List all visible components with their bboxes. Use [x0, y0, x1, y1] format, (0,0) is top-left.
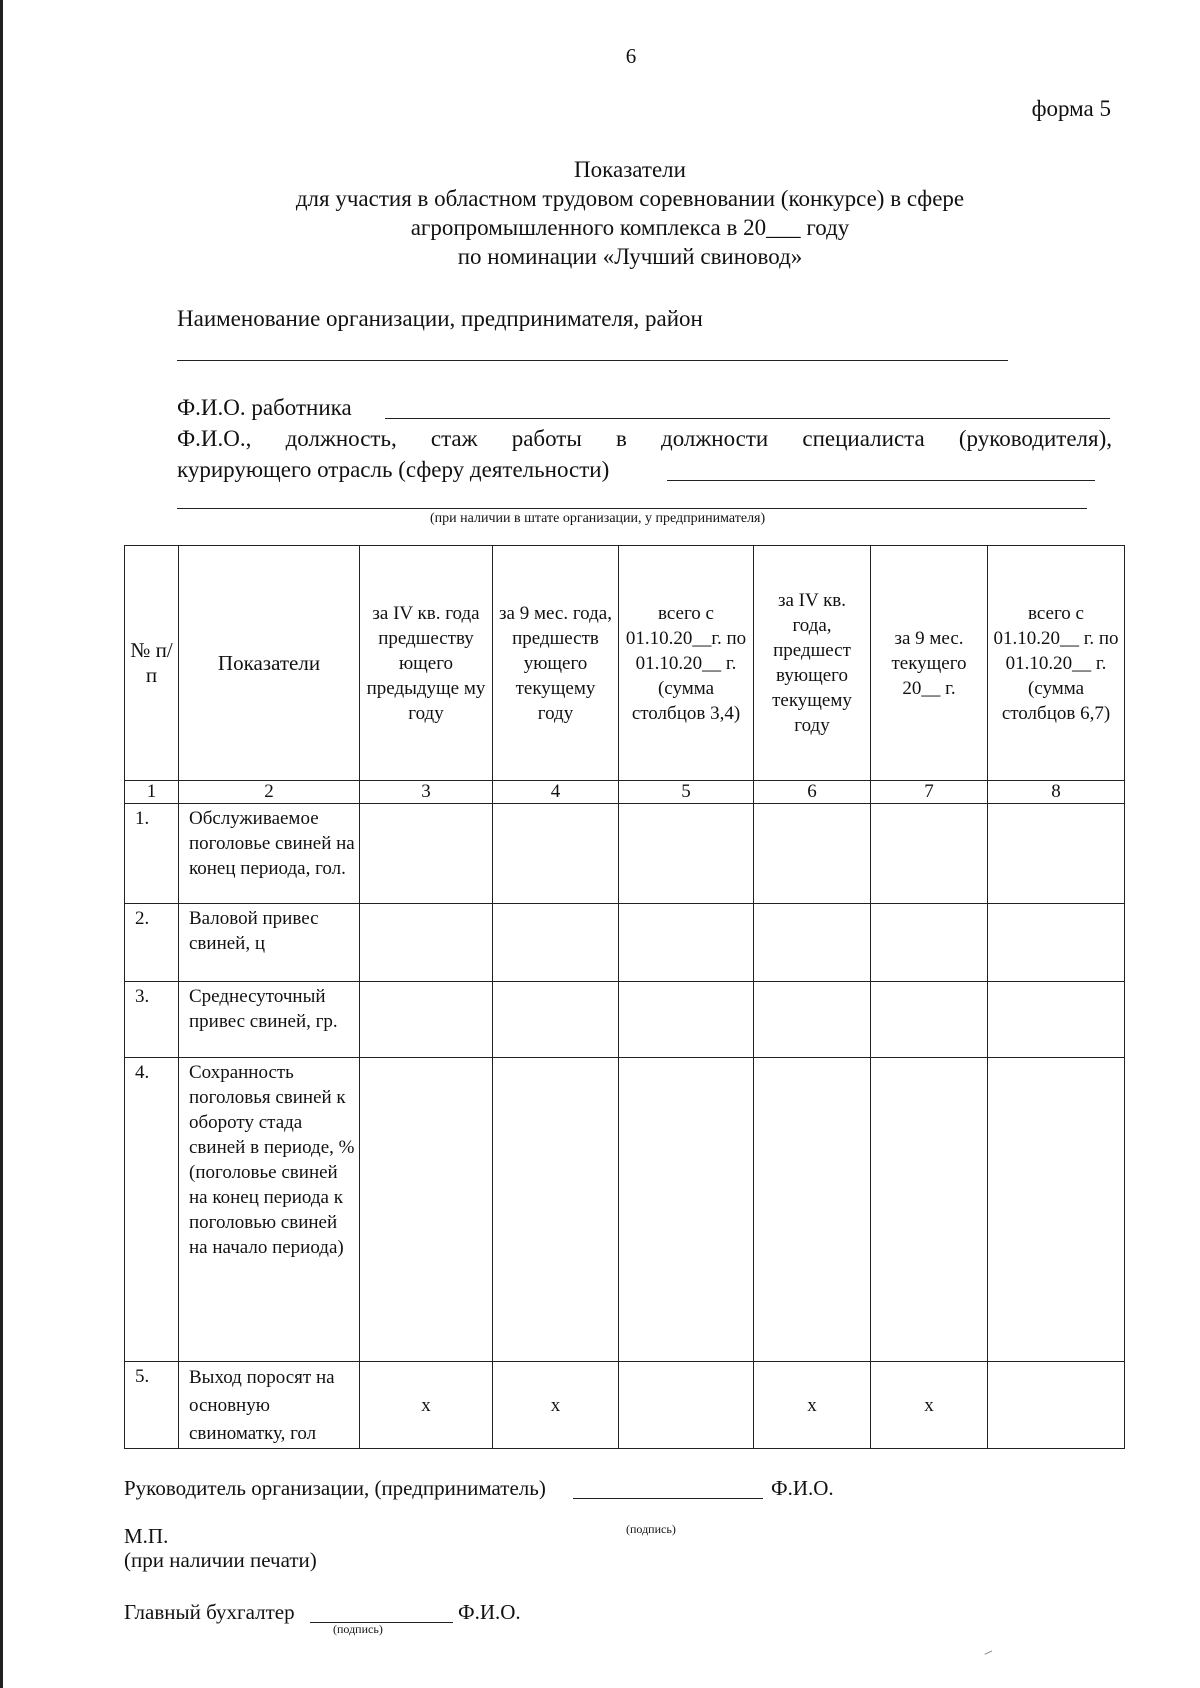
- table-row: [125, 1362, 1125, 1449]
- data-cell[interactable]: х: [360, 1362, 493, 1449]
- header-col-4: за 9 мес. года, предшеств ующего текущему году: [493, 546, 619, 781]
- head-signature-line[interactable]: [573, 1498, 763, 1499]
- data-cell[interactable]: [871, 804, 988, 904]
- org-input-line[interactable]: [177, 360, 1008, 361]
- data-cell[interactable]: [493, 1058, 619, 1362]
- data-cell[interactable]: [871, 904, 988, 982]
- page-left-edge: [0, 0, 3, 1688]
- row-number: 1.: [125, 804, 179, 904]
- column-number: 5: [619, 781, 754, 804]
- data-cell[interactable]: [988, 1362, 1125, 1449]
- data-cell[interactable]: [619, 1362, 754, 1449]
- staff-note: (при наличии в штате организации, у предпринимателя): [430, 511, 766, 526]
- data-cell[interactable]: [619, 982, 754, 1058]
- data-cell[interactable]: [493, 982, 619, 1058]
- title-line-3: агропромышленного комплекса в 20___ году: [410, 215, 850, 240]
- data-cell[interactable]: [619, 904, 754, 982]
- data-cell[interactable]: [360, 1058, 493, 1362]
- head-signature-caption: (подпись): [626, 1522, 676, 1536]
- stamp-note: (при наличии печати): [124, 1548, 317, 1572]
- header-col-5: всего с 01.10.20__г. по 01.10.20__ г. (сумма столбцов 3,4): [619, 546, 754, 781]
- data-cell[interactable]: [360, 982, 493, 1058]
- column-number: 4: [493, 781, 619, 804]
- column-number: 6: [754, 781, 871, 804]
- title-line-1: Показатели: [574, 157, 686, 182]
- header-indicator: Показатели: [179, 546, 360, 781]
- data-cell[interactable]: [754, 982, 871, 1058]
- row-indicator: Обслуживаемое поголовье свиней на конец периода, гол.: [179, 804, 360, 904]
- specialist-input-line-2[interactable]: [177, 508, 1087, 509]
- indicators-table: [124, 545, 1125, 1449]
- row-number: 4.: [125, 1058, 179, 1362]
- row-number: 3.: [125, 982, 179, 1058]
- header-col-7: за 9 мес. текущего 20__ г.: [871, 546, 988, 781]
- scan-mark: [985, 1650, 994, 1657]
- specialist-label-line2: курирующего отрасль (сферу деятельности): [177, 457, 610, 482]
- header-col-3: за IV кв. года предшеству ющего предыдуще му году: [360, 546, 493, 781]
- data-cell[interactable]: х: [493, 1362, 619, 1449]
- column-number: 3: [360, 781, 493, 804]
- column-number: 8: [988, 781, 1125, 804]
- column-number-row: [125, 781, 1125, 804]
- worker-label: Ф.И.О. работника: [177, 395, 352, 420]
- stamp-label: М.П.: [124, 1524, 169, 1548]
- document-title: [140, 155, 1120, 271]
- header-col-6: за IV кв. года, предшест вующего текущему году: [754, 546, 871, 781]
- table-row: [125, 982, 1125, 1058]
- data-cell[interactable]: [754, 1058, 871, 1362]
- form-label: форма 5: [1031, 96, 1111, 121]
- row-indicator: Сохранность поголовья свиней к обороту стада свиней в периоде, % (поголовье свиней на конец периода к поголовью свиней на начало периода): [179, 1058, 360, 1362]
- data-cell[interactable]: [988, 804, 1125, 904]
- data-cell[interactable]: [493, 804, 619, 904]
- head-signature-label: Руководитель организации, (предприниматель): [124, 1476, 546, 1500]
- data-cell[interactable]: [360, 804, 493, 904]
- worker-input-line[interactable]: [385, 418, 1110, 419]
- table-row: [125, 804, 1125, 904]
- title-line-2: для участия в областном трудовом соревновании (конкурсе) в сфере: [295, 186, 965, 211]
- accountant-signature-caption: (подпись): [333, 1622, 383, 1636]
- row-indicator: Валовой привес свиней, ц: [179, 904, 360, 982]
- column-number: 1: [125, 781, 179, 804]
- header-num: № п/п: [125, 546, 179, 781]
- title-line-4: по номинации «Лучший свиновод»: [457, 244, 803, 269]
- data-cell[interactable]: х: [754, 1362, 871, 1449]
- data-cell[interactable]: [619, 1058, 754, 1362]
- accountant-label: Главный бухгалтер: [124, 1600, 295, 1624]
- column-number: 2: [179, 781, 360, 804]
- row-indicator: Выход поросят на основную свиноматку, гол: [179, 1362, 360, 1449]
- accountant-fio: Ф.И.О.: [458, 1600, 521, 1624]
- data-cell[interactable]: [871, 1058, 988, 1362]
- specialist-label-line1: Ф.И.О., должность, стаж работы в должности специалиста (руководителя),: [177, 426, 1112, 451]
- specialist-input-line[interactable]: [667, 480, 1095, 481]
- data-cell[interactable]: [493, 904, 619, 982]
- org-label: Наименование организации, предпринимателя, район: [177, 306, 703, 331]
- data-cell[interactable]: х: [871, 1362, 988, 1449]
- data-cell[interactable]: [754, 904, 871, 982]
- page-number: 6: [625, 44, 637, 68]
- head-fio: Ф.И.О.: [771, 1476, 834, 1500]
- row-indicator: Среднесуточный привес свиней, гр.: [179, 982, 360, 1058]
- table-row: [125, 1058, 1125, 1362]
- row-number: 5.: [125, 1362, 179, 1449]
- row-number: 2.: [125, 904, 179, 982]
- data-cell[interactable]: [871, 982, 988, 1058]
- data-cell[interactable]: [360, 904, 493, 982]
- column-number: 7: [871, 781, 988, 804]
- table-row: [125, 904, 1125, 982]
- table-header-row: [125, 546, 1125, 781]
- data-cell[interactable]: [988, 904, 1125, 982]
- data-cell[interactable]: [754, 804, 871, 904]
- data-cell[interactable]: [988, 982, 1125, 1058]
- data-cell[interactable]: [988, 1058, 1125, 1362]
- header-col-8: всего с 01.10.20__ г. по 01.10.20__ г. (сумма столбцов 6,7): [988, 546, 1125, 781]
- data-cell[interactable]: [619, 804, 754, 904]
